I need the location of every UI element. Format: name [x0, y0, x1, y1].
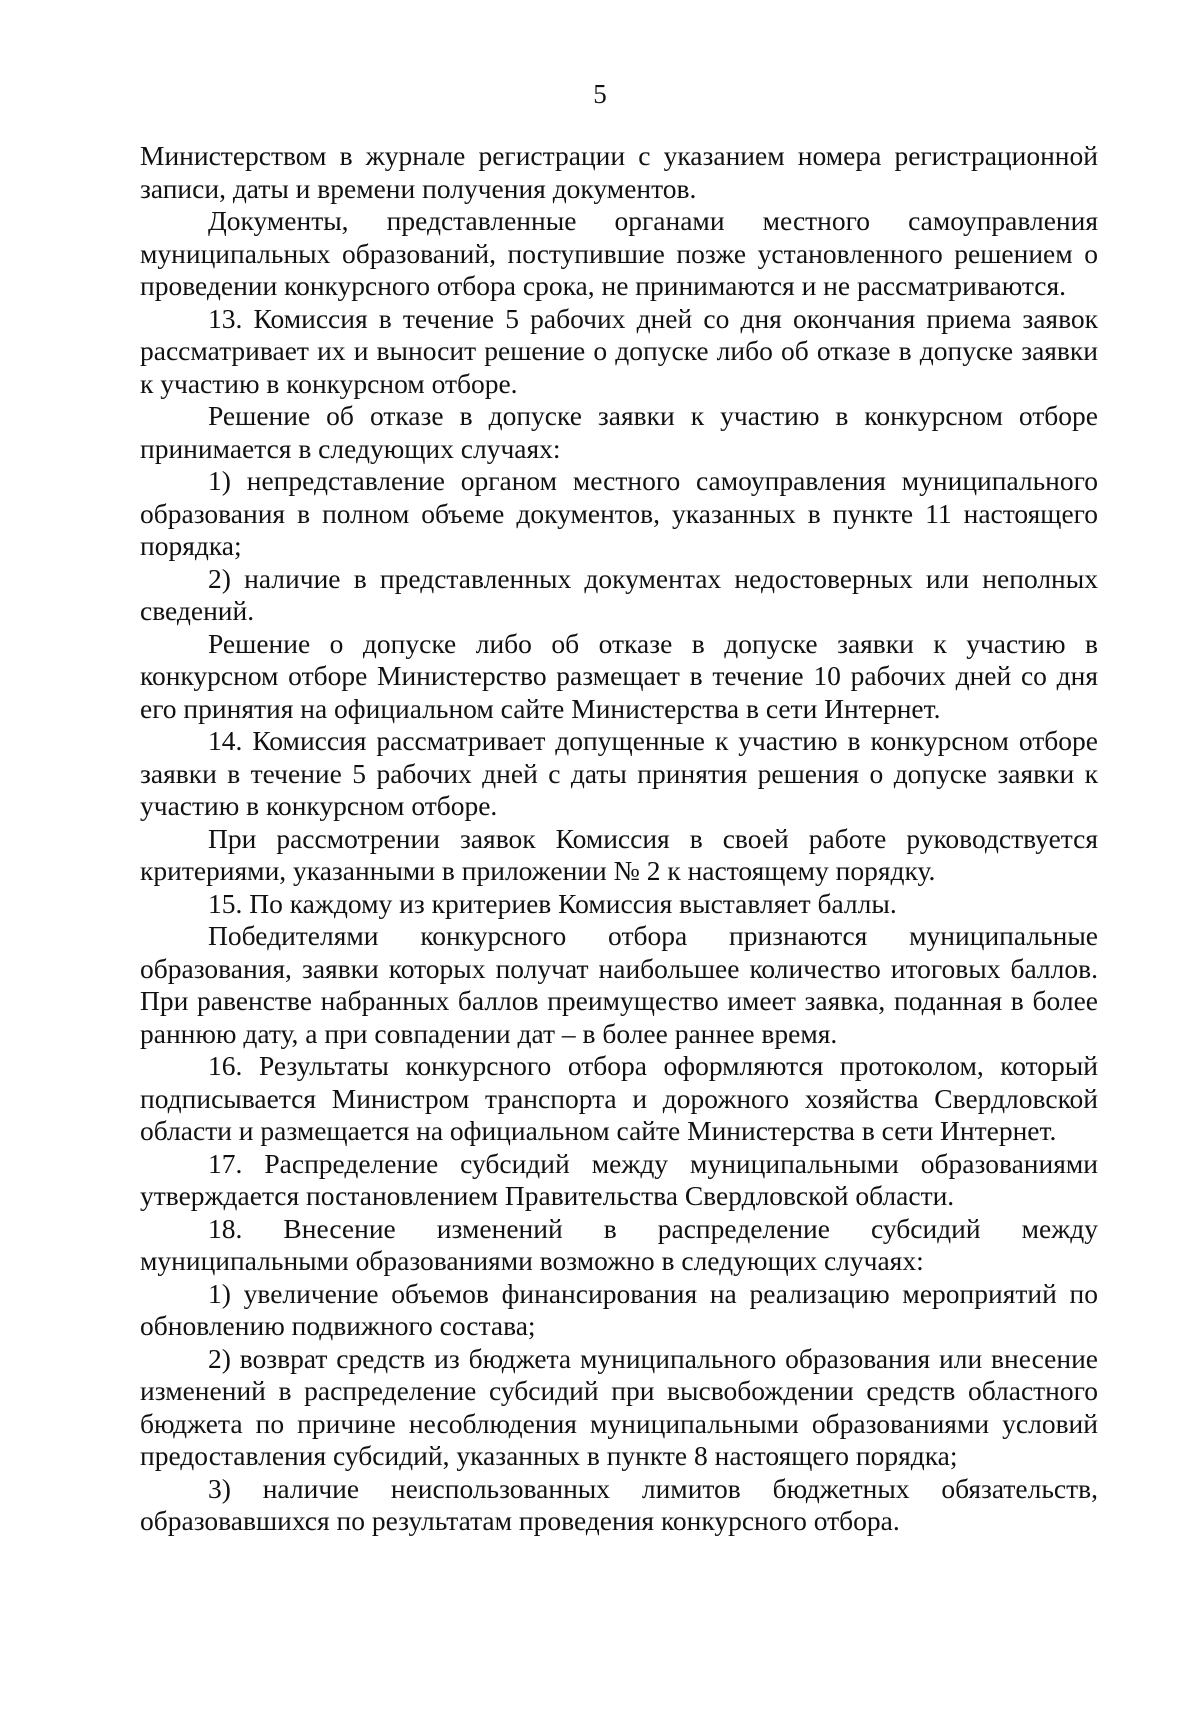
paragraph: 18. Внесение изменений в распределение субсидий между муниципальными образованиями возможно в следующих случаях:: [140, 1212, 1098, 1276]
paragraph: 15. По каждому из критериев Комиссия выставляет баллы.: [208, 887, 897, 919]
paragraph: 16. Результаты конкурсного отбора оформляются протоколом, который подписывается Министром транспорта и дорожного хозяйства Свердловской области и размещается на официальном сайте Министерства в сети Интернет.: [140, 1050, 1098, 1146]
page-number: 5: [593, 79, 607, 109]
list-item: 2) наличие в представленных документах недостоверных или неполных сведений.: [140, 562, 1098, 626]
paragraph: 14. Комиссия рассматривает допущенные к участию в конкурсном отборе заявки в течение 5 рабочих дней с даты принятия решения о допуске заявки к участию в конкурсном отборе.: [140, 725, 1098, 821]
paragraph: При рассмотрении заявок Комиссия в своей работе руководствуется критериями, указанными в приложении № 2 к настоящему порядку.: [140, 822, 1098, 886]
paragraph: Решение о допуске либо об отказе в допуске заявки к участию в конкурсном отборе Министерство размещает в течение 10 рабочих дней со дня его принятия на официальном сайте Министерства в сети Интернет.: [140, 627, 1098, 724]
paragraph: Решение об отказе в допуске заявки к участию в конкурсном отборе принимается в следующих случаях:: [140, 400, 1098, 464]
list-item: 3) наличие неиспользованных лимитов бюджетных обязательств, образовавшихся по результатам проведения конкурсного отбора.: [140, 1472, 1098, 1536]
document-body: [140, 140, 1098, 1538]
paragraph: Победителями конкурсного отбора признаются муниципальные образования, заявки которых получат наибольшее количество итоговых баллов. При равенстве набранных баллов преимущество имеет заявка, поданная в более раннюю дату, а при совпадении дат – в более раннее время.: [140, 920, 1098, 1049]
paragraph: 13. Комиссия в течение 5 рабочих дней со дня окончания приема заявок рассматривает их и выносит решение о допуске либо об отказе в допуске заявки к участию в конкурсном отборе.: [140, 302, 1098, 399]
list-item: 2) возврат средств из бюджета муниципального образования или внесение изменений в распределение субсидий при высвобождении средств областного бюджета по причине несоблюдения муниципальными образованиями условий предоставления субсидий, указанных в пункте 8 настоящего порядка;: [140, 1342, 1098, 1471]
paragraph: Документы, представленные органами местного самоуправления муниципальных образований, поступившие позже установленного решением о проведении конкурсного отбора срока, не принимаются и не рассматриваются.: [140, 205, 1098, 301]
paragraph: 17. Распределение субсидий между муниципальными образованиями утверждается постановлением Правительства Свердловской области.: [140, 1147, 1098, 1211]
list-item: 1) непредставление органом местного самоуправления муниципального образования в полном объеме документов, указанных в пункте 11 настоящего порядка;: [140, 465, 1098, 561]
paragraph: Министерством в журнале регистрации с указанием номера регистрационной записи, даты и времени получения документов.: [140, 140, 1098, 204]
list-item: 1) увеличение объемов финансирования на реализацию мероприятий по обновлению подвижного состава;: [140, 1277, 1098, 1341]
